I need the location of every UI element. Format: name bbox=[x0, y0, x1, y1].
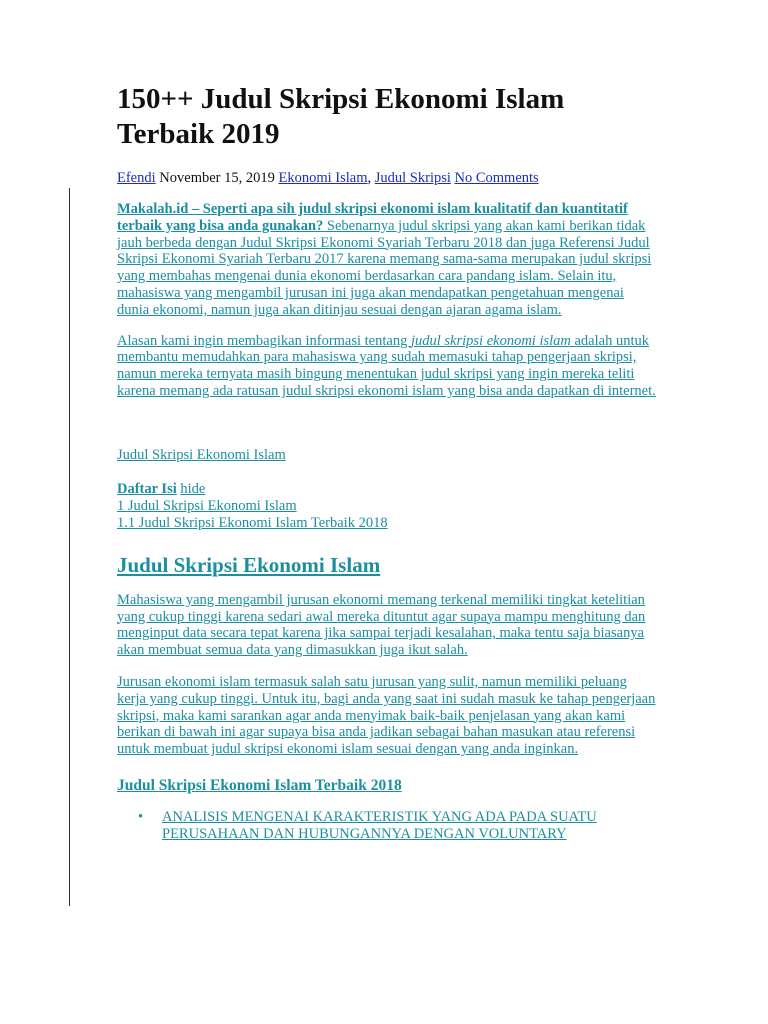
post-date: November 15, 2019 bbox=[159, 170, 275, 186]
toc-item-1[interactable]: 1 Judul Skripsi Ekonomi Islam bbox=[117, 497, 297, 514]
article-meta bbox=[117, 169, 657, 187]
intro-paragraph bbox=[117, 201, 657, 319]
section-paragraph-1: Mahasiswa yang mengambil jurusan ekonomi memang terkenal memiliki tingkat ketelitian yang cukup tinggi karena sedari awal mereka dituntut agar supaya mampu menghitung dan menginput data secara tepat karena jika sampai terjadi kesalahan, maka tentu saja biasanya akan membuat semua data yang dimasukkan juga ikut salah. bbox=[117, 591, 646, 659]
subsection-heading: Judul Skripsi Ekonomi Islam Terbaik 2018 bbox=[117, 776, 402, 794]
reason-after: adalah untuk membantu memudahkan para mahasiswa yang sudah memasuki tahap pengerjaan skripsi, namun mereka ternyata masih bingung menentukan judul skripsi yang ingin mereka teliti karena memang ada ratusan judul skripsi ekonomi islam yang bisa anda dapatkan di internet. bbox=[117, 332, 656, 399]
toc-heading: Daftar Isi bbox=[117, 480, 177, 497]
category-separator: , bbox=[367, 170, 372, 186]
section-heading: Judul Skripsi Ekonomi Islam bbox=[117, 552, 381, 577]
author-link[interactable]: Efendi bbox=[117, 170, 156, 186]
category-link-ekonomi-islam[interactable]: Ekonomi Islam bbox=[278, 170, 368, 186]
category-link-judul-skripsi[interactable]: Judul Skripsi bbox=[374, 170, 451, 186]
intro-lead: Makalah.id – Seperti apa sih judul skripsi ekonomi islam kualitatif dan kuantitatif terbaik yang bisa anda gunakan? bbox=[117, 201, 628, 234]
reason-before: Alasan kami ingin membagikan informasi tentang bbox=[117, 332, 411, 349]
article-title: 150++ Judul Skripsi Ekonomi Islam Terbaik 2019 bbox=[117, 83, 565, 150]
title-list bbox=[117, 809, 657, 843]
list-item bbox=[117, 809, 657, 843]
section-paragraph-2: Jurusan ekonomi islam termasuk salah satu jurusan yang sulit, namun memiliki peluang kerja yang cukup tinggi. Untuk itu, bagi anda yang saat ini sudah masuk ke tahap pengerjaan skripsi, maka kami sarankan agar anda menyimak baik-baik penjelasan yang akan kami berikan di bawah ini agar supaya bisa anda jadikan sebagai bahan masukan atau referensi untuk membuat judul skripsi ekonomi islam sesuai dengan yang anda inginkan. bbox=[117, 673, 656, 758]
table-of-contents bbox=[117, 481, 657, 532]
reason-emphasis: judul skripsi ekonomi islam bbox=[410, 332, 571, 349]
list-item-text: ANALISIS MENGENAI KARAKTERISTIK YANG ADA PADA SUATU PERUSAHAAN DAN HUBUNGANNYA DENGAN VOLUNTARY bbox=[162, 808, 597, 842]
margin-rule bbox=[69, 188, 70, 906]
article-content bbox=[117, 82, 657, 843]
reason-paragraph bbox=[117, 333, 657, 400]
toc-item-1-1[interactable]: 1.1 Judul Skripsi Ekonomi Islam Terbaik 2018 bbox=[117, 514, 388, 531]
toc-header bbox=[117, 481, 657, 498]
toc-hide-toggle[interactable]: hide bbox=[180, 480, 206, 497]
intro-body: Sebenarnya judul skripsi yang akan kami berikan tidak jauh berbeda dengan Judul Skripsi Ekonomi Syariah Terbaru 2018 dan juga Referensi Judul Skripsi Ekonomi Syariah Terbaru 2017 karena memang sama-sama merupakan judul skripsi yang membahas mengenai dunia ekonomi berdasarkan cara pandang islam. Selain itu, mahasiswa yang mengambil jurusan ini juga akan mendapatkan pengetahuan mengenai dunia ekonomi, namun juga akan ditinjau sesuai dengan ajaran agama islam. bbox=[117, 217, 652, 318]
comments-link[interactable]: No Comments bbox=[454, 170, 539, 186]
bullet-icon: • bbox=[138, 808, 144, 825]
image-caption: Judul Skripsi Ekonomi Islam bbox=[117, 446, 286, 463]
